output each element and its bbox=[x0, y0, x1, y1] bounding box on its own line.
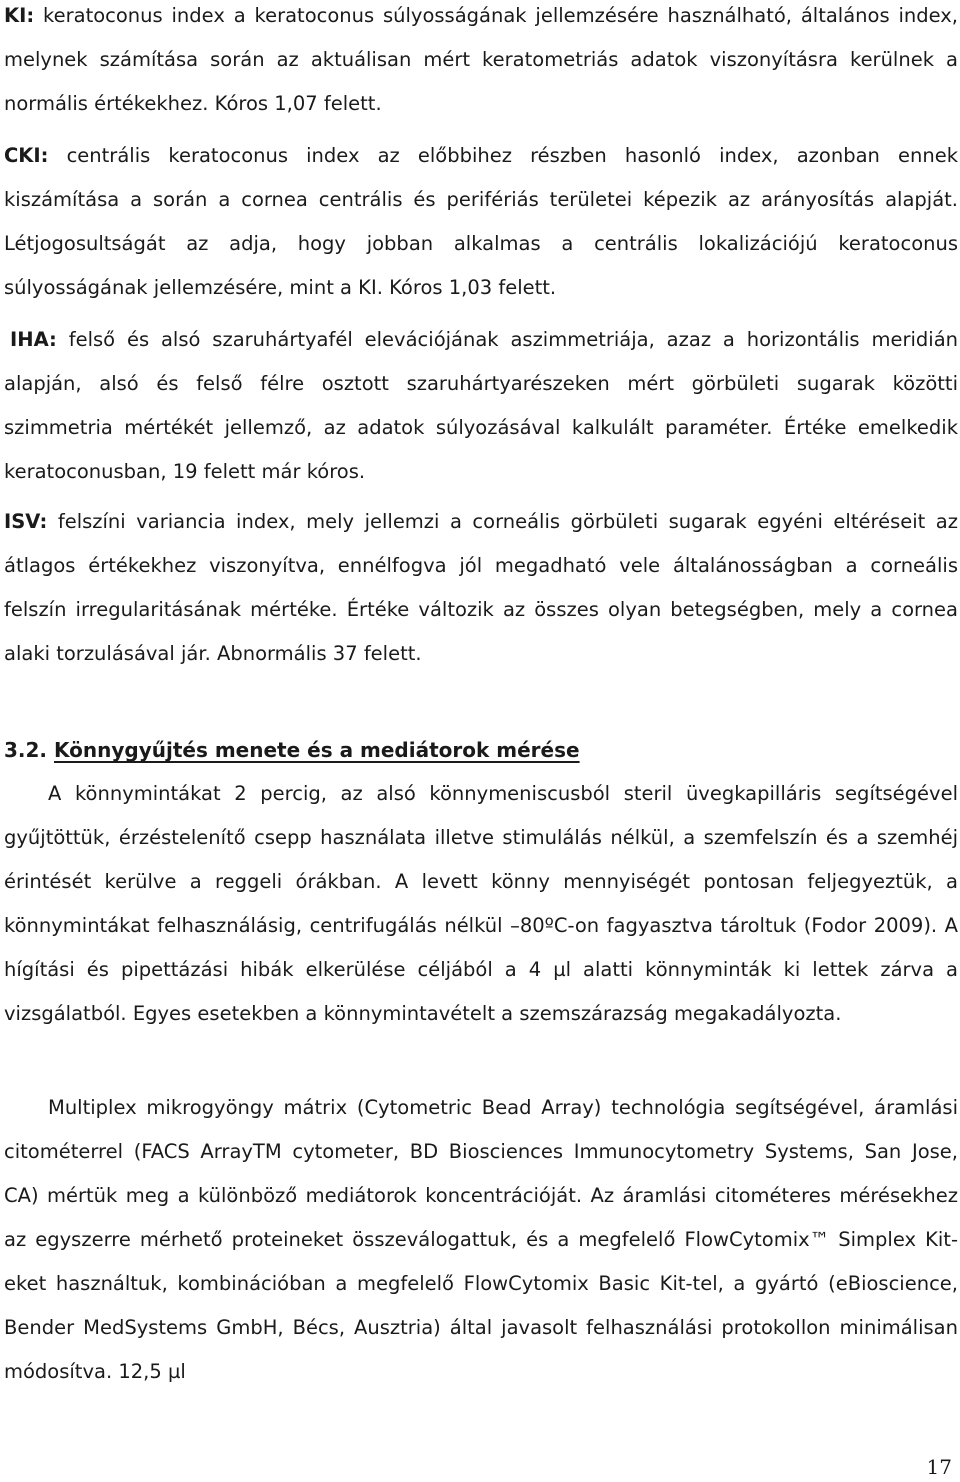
definition-cki-text: centrális keratoconus index az előbbihez részben hasonló index, azonban ennek kiszámítása a során a cornea centrális és perifériás területei képezik az arányosítás alapját. Létjogosultságát az adja, hogy jobban alkalmas a centrális lokalizációjú keratoconus súlyosságának jellemzésére, mint a KI. Kóros 1,03 felett. bbox=[4, 144, 958, 299]
section-title: Könnygyűjtés menete és a mediátorok mérése bbox=[54, 738, 580, 762]
paragraph-tear-collection: A könnymintákat 2 percig, az alsó könnymeniscusból steril üvegkapilláris segítségével gyűjtöttük, érzéstelenítő csepp használata illetve stimulálás nélkül, a szemfelszín és a szemhéj érintését kerülve a reggeli órákban. A levett könny mennyiségét pontosan feljegyeztük, a könnymintákat felhasználásig, centrifugálás nélkül –80ºC-on fagyasztva tároltuk (Fodor 2009). A hígítási és pipettázási hibák elkerülése céljából a 4 µl alatti könnyminták ki lettek zárva a vizsgálatból. Egyes esetekben a könnymintavételt a szemszárazság megakadályozta. bbox=[4, 782, 958, 1025]
paragraph-cki-definition bbox=[4, 134, 958, 310]
term-cki: CKI: bbox=[4, 144, 49, 167]
definition-isv-text: felszíni variancia index, mely jellemzi a corneális görbületi sugarak egyéni eltéréseit az átlagos értékekhez viszonyítva, ennélfogva jól megadható vele általánosságban a corneális felszín irregularitásának mértéke. Értéke változik az összes olyan betegségben, mely a cornea alaki torzulásával jár. Abnormális 37 felett. bbox=[4, 510, 958, 665]
paragraph-ki-definition bbox=[4, 0, 958, 126]
page-number: 17 bbox=[926, 1455, 952, 1479]
definition-iha-text: felső és alsó szaruhártyafél elevációjának aszimmetriája, azaz a horizontális meridián alapján, alsó és felső félre osztott szaruhártyarészeken mért görbületi sugarak közötti szimmetria mértékét jellemző, az adatok súlyozásával kalkulált paraméter. Értéke emelkedik keratoconusban, 19 felett már kóros. bbox=[4, 328, 958, 483]
term-isv: ISV: bbox=[4, 510, 48, 533]
paragraph-multiplex-method: Multiplex mikrogyöngy mátrix (Cytometric Bead Array) technológia segítségével, áramlási citométerrel (FACS ArrayTM cytometer, BD Biosciences Immunocytometry Systems, San Jose, CA) mértük meg a különböző mediátorok koncentrációját. Az áramlási citométeres mérésekhez az egyszerre mérhető proteineket összeválogattuk, és a megfelelő FlowCytomix™ Simplex Kit-eket használtuk, kombinációban a megfelelő FlowCytomix Basic Kit-tel, a gyártó (eBioscience, Bender MedSystems GmbH, Bécs, Ausztria) által javasolt felhasználási protokollon minimálisan módosítva. 12,5 µl bbox=[4, 1096, 958, 1383]
paragraph-iha-definition bbox=[4, 318, 958, 494]
definition-ki-text: keratoconus index a keratoconus súlyosságának jellemzésére használható, általános index, melynek számítása során az aktuálisan mért keratometriás adatok viszonyításra kerülnek a normális értékekhez. Kóros 1,07 felett. bbox=[4, 4, 958, 115]
term-ki: KI: bbox=[4, 4, 35, 27]
term-iha: IHA: bbox=[10, 328, 57, 351]
paragraph-isv-definition bbox=[4, 500, 958, 676]
section-number: 3.2. bbox=[4, 738, 48, 762]
section-heading bbox=[4, 728, 580, 772]
